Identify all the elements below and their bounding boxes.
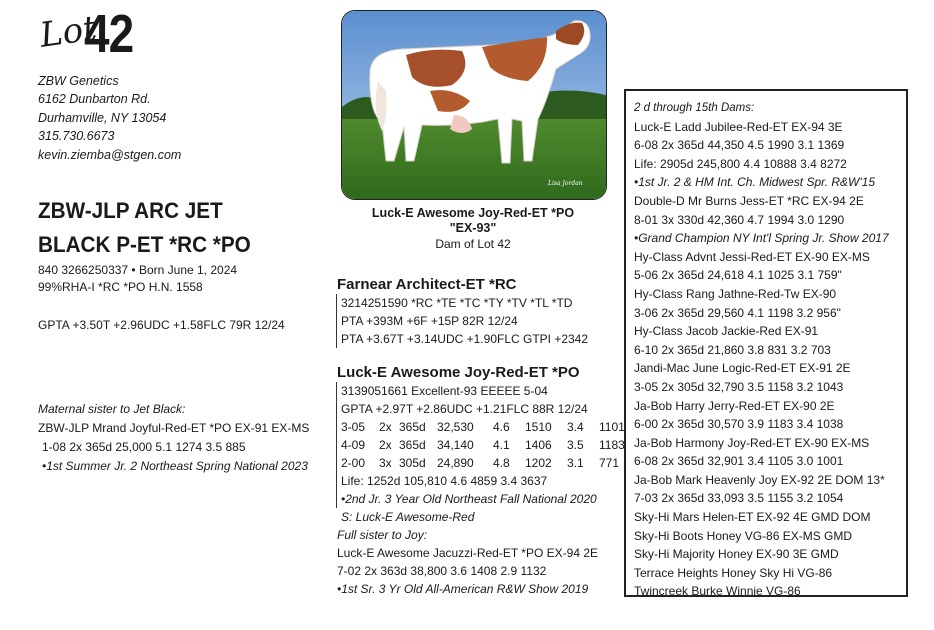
lactation-cell: 4.8 — [493, 456, 510, 470]
dam-line: Hy-Class Advnt Jessi-Red-ET EX-90 EX-MS — [634, 249, 870, 264]
caption-name: Luck-E Awesome Joy-Red-ET *PO — [371, 206, 575, 220]
sister-name: ZBW-JLP Mrand Joyful-Red-ET *PO EX-91 EX-MS — [38, 421, 310, 435]
sister-award: •1st Summer Jr. 2 Northeast Spring National 2023 — [42, 459, 308, 473]
lactation-cell: 3x — [379, 456, 392, 470]
dam-lactations — [341, 418, 637, 472]
dam-award: •2nd Jr. 3 Year Old Northeast Fall National 2020 — [341, 492, 597, 506]
lactation-cell: 1406 — [525, 438, 552, 452]
dam-line: 7-03 2x 365d 33,093 3.5 1155 3.2 1054 — [634, 491, 844, 506]
lactation-cell: 4-09 — [341, 438, 366, 452]
dam-line: •1st Jr. 2 & HM Int. Ch. Midwest Spr. R&W'15 — [634, 175, 875, 190]
lactation-cell: 4.6 — [493, 420, 510, 434]
photographer-signature: Lisa Jordan — [548, 180, 583, 187]
dam-line: 6-10 2x 365d 21,860 3.8 831 3.2 703 — [634, 342, 831, 357]
dam-gpta: GPTA +2.97T +2.86UDC +1.21FLC 88R 12/24 — [341, 402, 588, 416]
animal-name-line2: BLACK P-ET *RC *PO — [38, 232, 251, 257]
dam-photo — [341, 10, 607, 200]
lactation-cell: 3.1 — [567, 456, 584, 470]
seller-email: kevin.ziemba@stgen.com — [38, 147, 182, 162]
dam-line: Jandi-Mac June Logic-Red-ET EX-91 2E — [634, 361, 851, 376]
dam-line: Life: 2905d 245,800 4.4 10888 3.4 8272 — [634, 156, 847, 171]
dam-line: Sky-Hi Majority Honey EX-90 3E GMD — [634, 547, 839, 562]
dam-line: 3-05 2x 305d 32,790 3.5 1158 3.2 1043 — [634, 379, 844, 394]
maternal-sister — [38, 400, 309, 476]
lot-number: 42 — [84, 4, 134, 64]
sire-details — [336, 294, 588, 348]
animal-name-line1: ZBW-JLP ARC JET — [38, 198, 223, 223]
registration-info — [38, 262, 237, 296]
dam-details — [336, 382, 637, 508]
dam-line: Sky-Hi Mars Helen-ET EX-92 4E GMD DOM — [634, 510, 871, 525]
full-sister-record: 7-02 2x 363d 38,800 3.6 1408 2.9 1132 — [337, 564, 547, 578]
lactation-cell: 34,140 — [437, 438, 474, 452]
sister-record: 1-08 2x 365d 25,000 5.1 1274 3.5 885 — [42, 440, 246, 454]
animal-name — [38, 194, 305, 262]
sire-line: 3214251590 *RC *TE *TC *TY *TV *TL *TD — [341, 296, 573, 310]
caption-score: "EX-93" — [449, 221, 497, 235]
full-sister-award: •1st Sr. 3 Yr Old All-American R&W Show 2019 — [337, 582, 589, 596]
lactation-cell: 32,530 — [437, 420, 474, 434]
lactation-cell: 2x — [379, 438, 392, 452]
photo-caption — [330, 206, 616, 252]
seller-address-line2: Durhamville, NY 13054 — [38, 110, 167, 125]
dam-line: Luck-E Ladd Jubilee-Red-ET EX-94 3E — [634, 119, 843, 134]
seller-name: ZBW Genetics — [38, 74, 119, 88]
dam-life: Life: 1252d 105,810 4.6 4859 3.4 3637 — [341, 474, 548, 488]
caption-desc: Dam of Lot 42 — [435, 237, 511, 251]
lactation-row — [341, 454, 637, 472]
sire-section — [337, 276, 588, 348]
dam-line: Double-D Mr Burns Jess-ET *RC EX-94 2E — [634, 193, 864, 208]
dams-pedigree-box — [624, 89, 908, 597]
lactation-cell: 1510 — [525, 420, 552, 434]
seller-address-line1: 6162 Dunbarton Rd. — [38, 92, 151, 107]
lactation-cell: 365d — [399, 438, 426, 452]
lot-label: Lot — [37, 8, 100, 56]
dam-line: Hy-Class Rang Jathne-Red-Tw EX-90 — [634, 286, 837, 301]
lactation-cell: 3.5 — [567, 438, 584, 452]
lactation-cell: 2x — [379, 420, 392, 434]
lactation-cell: 4.1 — [493, 438, 510, 452]
lactation-cell: 305d — [399, 456, 426, 470]
lactation-cell: 3.4 — [567, 420, 584, 434]
dam-line: Ja-Bob Mark Heavenly Joy EX-92 2E DOM 13* — [634, 472, 885, 487]
dam-line: 6-08 2x 365d 32,901 3.4 1105 3.0 1001 — [634, 454, 844, 469]
seller-phone: 315.730.6673 — [38, 129, 115, 144]
cow-photo-illustration — [342, 11, 606, 199]
animal-gpta: GPTA +3.50T +2.96UDC +1.58FLC 79R 12/24 — [38, 318, 285, 332]
dam-line: 5-06 2x 365d 24,618 4.1 1025 3.1 759" — [634, 268, 842, 283]
sire-line: PTA +3.67T +3.14UDC +1.90FLC GTPI +2342 — [341, 332, 589, 346]
dam-line: Ja-Bob Harry Jerry-Red-ET EX-90 2E — [634, 398, 835, 413]
dams-box-header: 2 d through 15th Dams: — [634, 102, 755, 114]
dam-line: •Grand Champion NY Int'l Spring Jr. Show 2017 — [634, 231, 889, 246]
sire-name: Farnear Architect-ET *RC — [337, 276, 517, 293]
lactation-cell: 1183 — [599, 438, 625, 452]
dam-line: Terrace Heights Honey Sky Hi VG-86 — [634, 565, 833, 580]
dam-line: Twincreek Burke Winnie VG-86 — [634, 584, 801, 599]
dam-line: 6-08 2x 365d 44,350 4.5 1990 3.1 1369 — [634, 138, 845, 153]
lactation-row — [341, 436, 637, 454]
lactation-cell: 365d — [399, 420, 426, 434]
dam-line: Hy-Class Jacob Jackie-Red EX-91 — [634, 324, 819, 339]
dam-line: Ja-Bob Harmony Joy-Red-ET EX-90 EX-MS — [634, 435, 870, 450]
dam-line: 3-06 2x 365d 29,560 4.1 1198 3.2 956" — [634, 305, 841, 320]
dam-section — [337, 364, 637, 598]
dam-line: 6-00 2x 365d 30,570 3.9 1183 3.4 1038 — [634, 417, 844, 432]
dams-box-lines — [634, 118, 900, 601]
dam-line: Sky-Hi Boots Honey VG-86 EX-MS GMD — [634, 528, 853, 543]
dam-reg: 3139051661 Excellent-93 EEEEE 5-04 — [341, 384, 548, 398]
sister-header: Maternal sister to Jet Black: — [38, 402, 186, 416]
lactation-cell: 1202 — [525, 456, 552, 470]
lactation-cell: 771 — [599, 456, 620, 470]
lactation-row — [341, 418, 637, 436]
rha-line: 99%RHA-I *RC *PO H.N. 1558 — [38, 280, 203, 294]
full-sister-name: Luck-E Awesome Jacuzzi-Red-ET *PO EX-94 2E — [337, 546, 598, 560]
dam-name: Luck-E Awesome Joy-Red-ET *PO — [337, 364, 580, 381]
registration-line: 840 3266250337 • Born June 1, 2024 — [38, 263, 238, 277]
full-sister-header: Full sister to Joy: — [337, 528, 428, 542]
lactation-cell: 2-00 — [341, 456, 366, 470]
dam-line: 8-01 3x 330d 42,360 4.7 1994 3.0 1290 — [634, 212, 845, 227]
sire-line: PTA +393M +6F +15P 82R 12/24 — [341, 314, 518, 328]
lactation-cell: 1101 — [599, 420, 625, 434]
seller-info — [38, 72, 181, 164]
lactation-cell: 24,890 — [437, 456, 474, 470]
lactation-cell: 3-05 — [341, 420, 366, 434]
dam-sire-note: S: Luck-E Awesome-Red — [341, 510, 475, 524]
